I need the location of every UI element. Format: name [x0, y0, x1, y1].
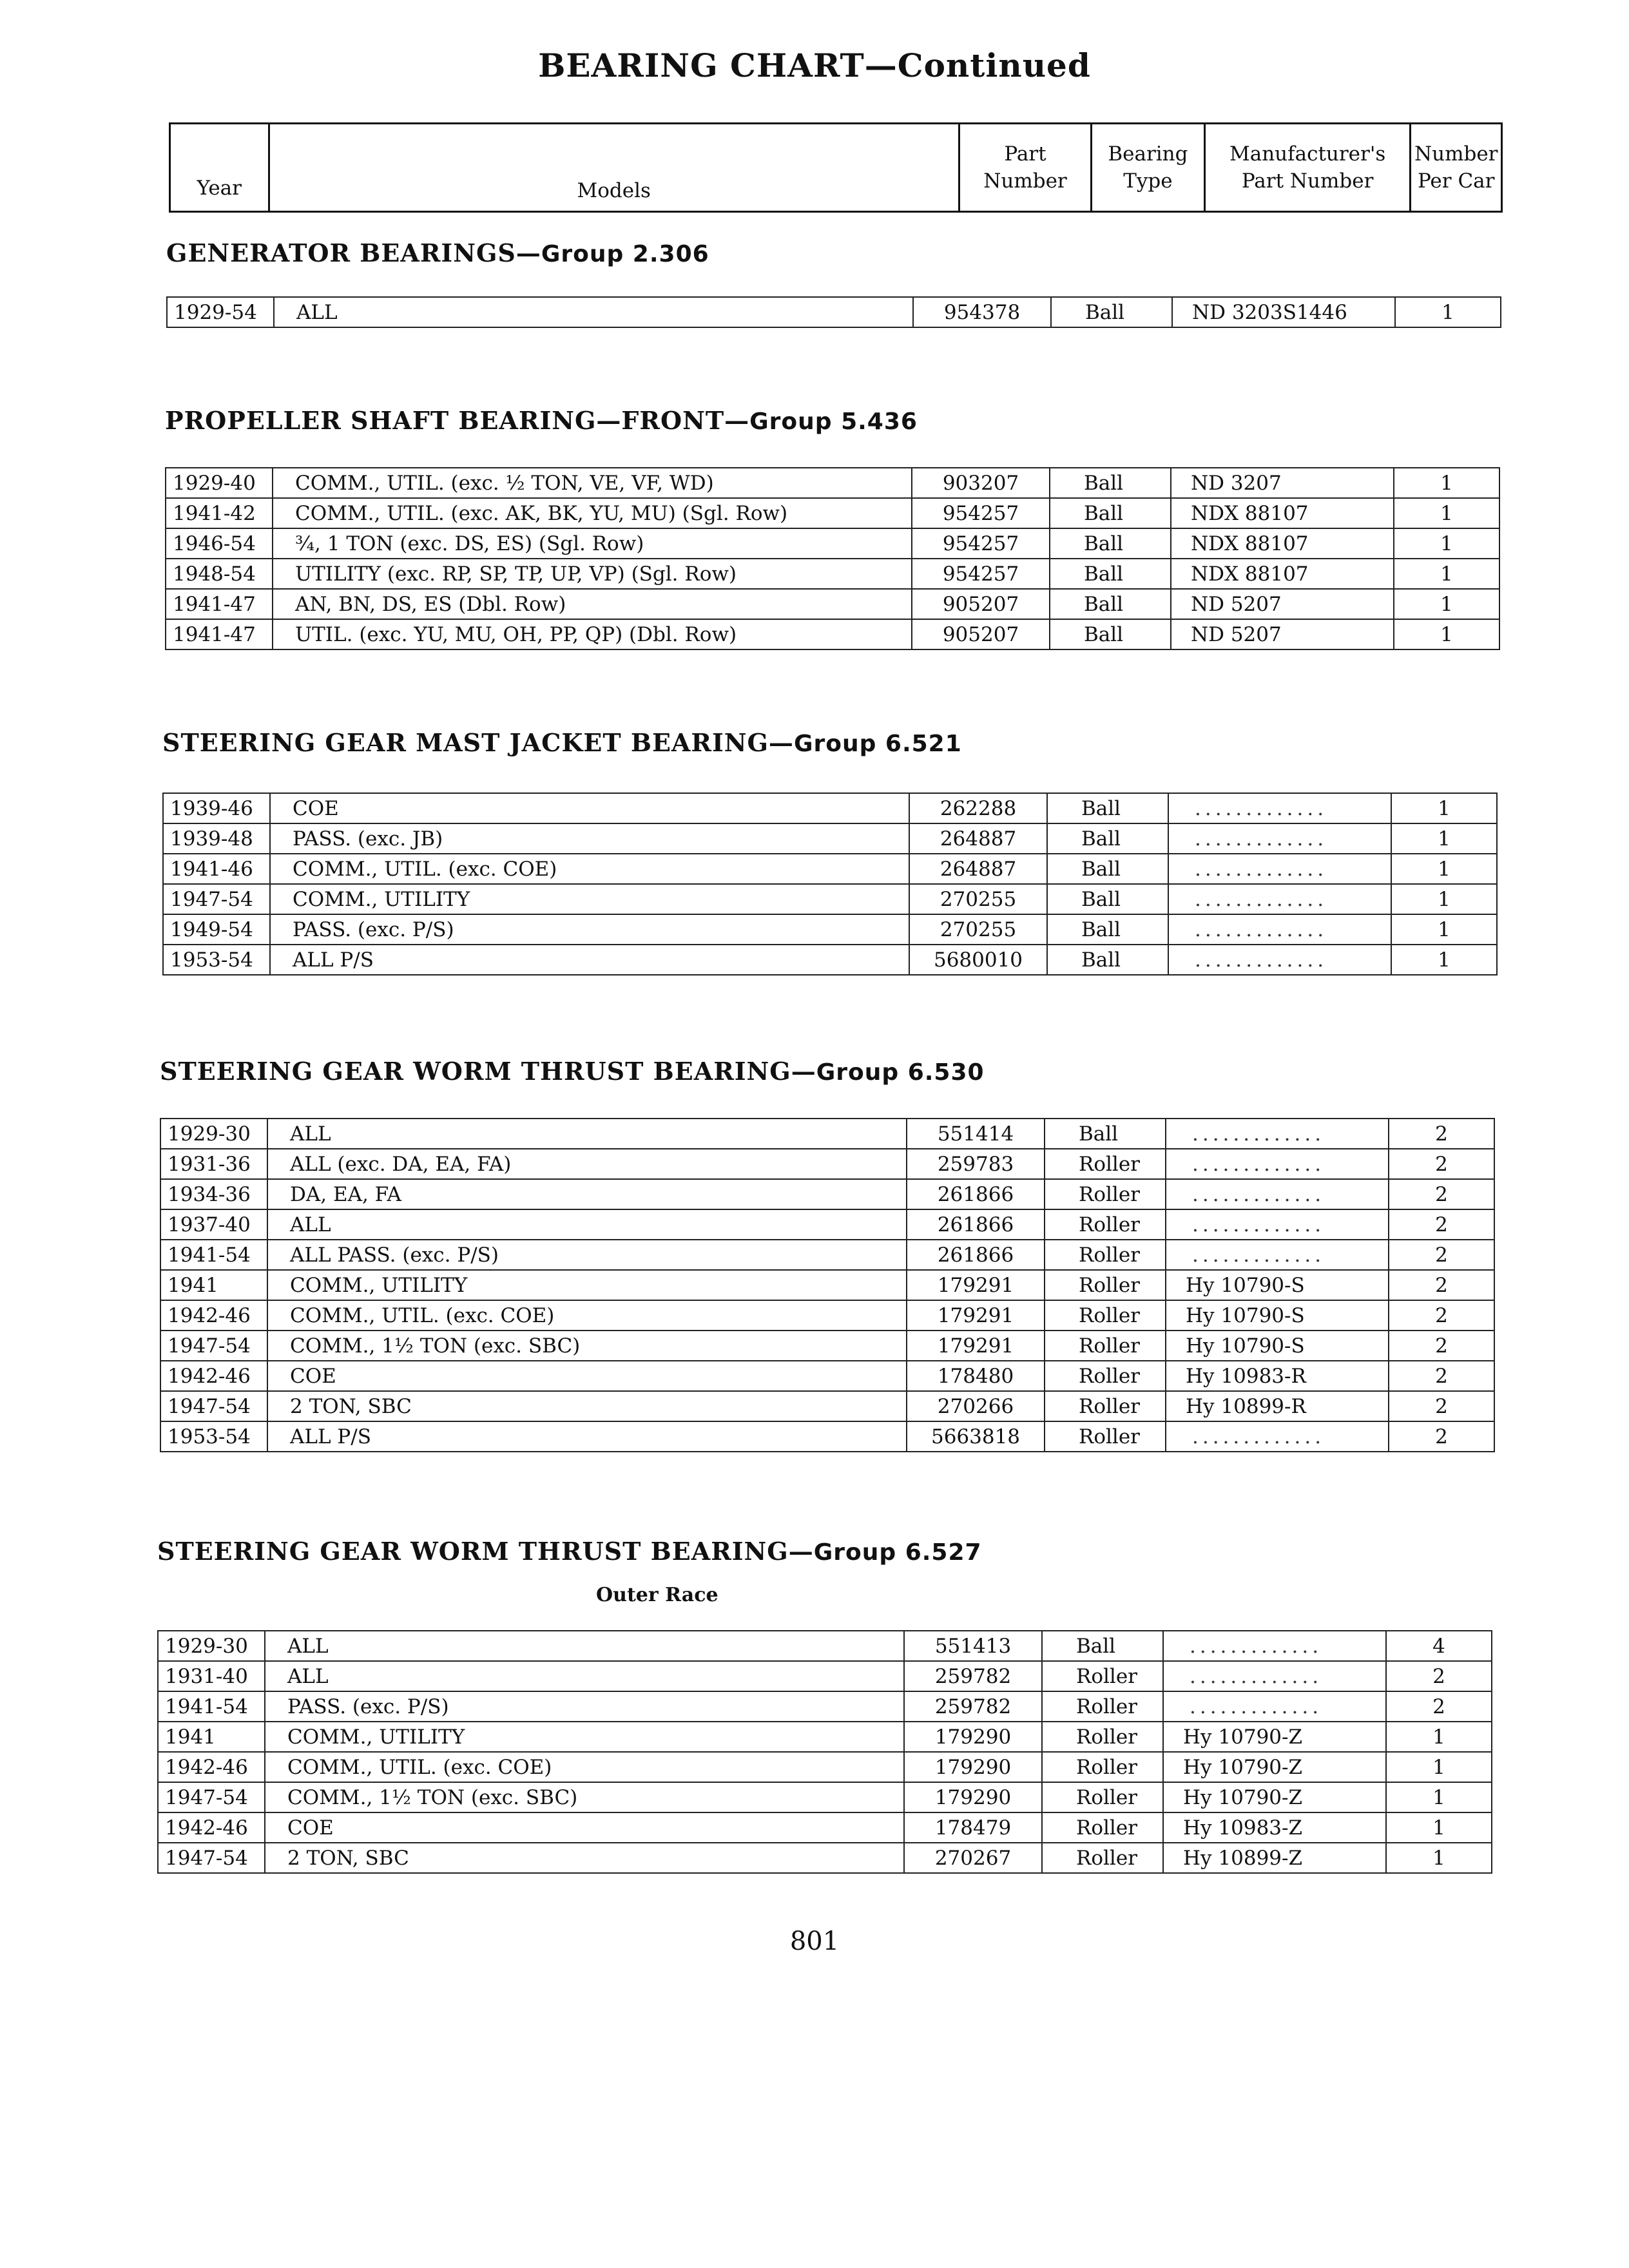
cell-models: PASS. (exc. P/S): [270, 914, 909, 945]
cell-part-number: 259782: [904, 1691, 1042, 1722]
cell-models: UTIL. (exc. YU, MU, OH, PP, QP) (Dbl. Row): [273, 619, 912, 649]
cell-part-number: 954257: [912, 528, 1050, 559]
cell-year: 1941-54: [158, 1691, 265, 1722]
cell-bearing-type: Roller: [1045, 1421, 1166, 1452]
table-row: [158, 1752, 1492, 1782]
cell-number-per-car: 2: [1389, 1149, 1494, 1179]
cell-bearing-type: Roller: [1045, 1179, 1166, 1209]
cell-year: 1942-46: [160, 1300, 267, 1331]
header-number-line1: Number: [1414, 142, 1498, 166]
cell-bearing-type: Roller: [1045, 1240, 1166, 1270]
cell-part-number: 179290: [904, 1722, 1042, 1752]
cell-bearing-type: Roller: [1042, 1812, 1163, 1843]
cell-part-number: 179291: [907, 1270, 1045, 1300]
section-title: [160, 1057, 985, 1086]
cell-mfr-part-number: Hy 10790-Z: [1163, 1752, 1386, 1782]
table-row: [158, 1782, 1492, 1812]
table-row: [160, 1270, 1494, 1300]
header-models: Models: [270, 124, 960, 211]
table-row: [158, 1631, 1492, 1661]
cell-number-per-car: 2: [1386, 1691, 1492, 1722]
cell-number-per-car: 2: [1386, 1661, 1492, 1691]
cell-number-per-car: 1: [1386, 1722, 1492, 1752]
page-number: 801: [789, 1927, 840, 1956]
cell-bearing-type: Roller: [1045, 1391, 1166, 1421]
cell-number-per-car: 2: [1389, 1270, 1494, 1300]
bearing-table: [157, 1630, 1492, 1874]
cell-models: COMM., UTIL. (exc. COE): [270, 854, 909, 884]
cell-number-per-car: 1: [1394, 589, 1499, 619]
cell-mfr-part-number: NDX 88107: [1171, 559, 1394, 589]
cell-mfr-part-number: Hy 10790-S: [1166, 1270, 1389, 1300]
cell-models: COMM., UTILITY: [267, 1270, 907, 1300]
cell-year: 1941-47: [166, 619, 273, 649]
section-title: [166, 238, 709, 267]
cell-mfr-part-number: .............: [1168, 945, 1391, 975]
header-part-number: [960, 124, 1092, 211]
cell-year: 1929-30: [158, 1631, 265, 1661]
cell-part-number: 259782: [904, 1661, 1042, 1691]
section-group: Group 6.521: [793, 731, 962, 757]
cell-year: 1953-54: [163, 945, 270, 975]
table-row: [160, 1119, 1494, 1149]
header-number-per-car: [1411, 124, 1501, 211]
cell-bearing-type: Ball: [1050, 528, 1171, 559]
table-row: [160, 1331, 1494, 1361]
table-row: [160, 1361, 1494, 1391]
table-row: [166, 559, 1499, 589]
table-row: [166, 619, 1499, 649]
cell-models: COMM., UTIL. (exc. ½ TON, VE, VF, WD): [273, 468, 912, 498]
cell-part-number: 270266: [907, 1391, 1045, 1421]
cell-mfr-part-number: .............: [1166, 1421, 1389, 1452]
cell-number-per-car: 1: [1386, 1752, 1492, 1782]
cell-bearing-type: Roller: [1042, 1722, 1163, 1752]
cell-year: 1942-46: [158, 1752, 265, 1782]
cell-mfr-part-number: Hy 10790-S: [1166, 1331, 1389, 1361]
cell-models: ¾, 1 TON (exc. DS, ES) (Sgl. Row): [273, 528, 912, 559]
cell-models: ALL: [267, 1209, 907, 1240]
cell-mfr-part-number: NDX 88107: [1171, 528, 1394, 559]
cell-number-per-car: 1: [1394, 528, 1499, 559]
bearing-table: [160, 1118, 1495, 1452]
cell-models: ALL: [265, 1661, 904, 1691]
cell-number-per-car: 2: [1389, 1209, 1494, 1240]
table-row: [163, 914, 1497, 945]
cell-number-per-car: 2: [1389, 1331, 1494, 1361]
cell-models: 2 TON, SBC: [267, 1391, 907, 1421]
cell-number-per-car: 2: [1389, 1391, 1494, 1421]
cell-number-per-car: 1: [1386, 1812, 1492, 1843]
table-row: [163, 793, 1497, 823]
cell-models: PASS. (exc. P/S): [265, 1691, 904, 1722]
cell-bearing-type: Ball: [1047, 793, 1168, 823]
cell-part-number: 179291: [907, 1331, 1045, 1361]
cell-part-number: 178480: [907, 1361, 1045, 1391]
cell-models: COE: [265, 1812, 904, 1843]
cell-part-number: 5680010: [909, 945, 1047, 975]
cell-models: DA, EA, FA: [267, 1179, 907, 1209]
cell-part-number: 261866: [907, 1209, 1045, 1240]
cell-year: 1947-54: [163, 884, 270, 914]
section-subtitle: Outer Race: [596, 1584, 718, 1606]
section-title: [165, 406, 918, 435]
cell-models: ALL: [265, 1631, 904, 1661]
section-name: STEERING GEAR MAST JACKET BEARING—: [162, 728, 794, 757]
cell-year: 1941: [160, 1270, 267, 1300]
cell-bearing-type: Ball: [1050, 559, 1171, 589]
cell-mfr-part-number: Hy 10983-R: [1166, 1361, 1389, 1391]
cell-year: 1947-54: [160, 1391, 267, 1421]
cell-number-per-car: 1: [1394, 498, 1499, 528]
section-group: Group 5.436: [749, 408, 918, 435]
cell-part-number: 270255: [909, 884, 1047, 914]
cell-number-per-car: 2: [1389, 1119, 1494, 1149]
cell-number-per-car: 4: [1386, 1631, 1492, 1661]
cell-bearing-type: Roller: [1045, 1361, 1166, 1391]
cell-bearing-type: Ball: [1047, 854, 1168, 884]
cell-mfr-part-number: ND 5207: [1171, 619, 1394, 649]
cell-year: 1942-46: [160, 1361, 267, 1391]
cell-number-per-car: 2: [1389, 1361, 1494, 1391]
cell-part-number: 179290: [904, 1782, 1042, 1812]
cell-part-number: 954378: [913, 297, 1051, 327]
section-title: [157, 1537, 982, 1566]
table-row: [158, 1722, 1492, 1752]
table-row: [163, 945, 1497, 975]
cell-bearing-type: Roller: [1042, 1691, 1163, 1722]
cell-bearing-type: Ball: [1051, 297, 1172, 327]
table-row: [166, 589, 1499, 619]
table-row: [160, 1149, 1494, 1179]
table-row: [160, 1421, 1494, 1452]
cell-part-number: 264887: [909, 823, 1047, 854]
cell-number-per-car: 2: [1389, 1179, 1494, 1209]
cell-models: ALL P/S: [267, 1421, 907, 1452]
header-bearing-type: [1092, 124, 1206, 211]
table-row: [166, 498, 1499, 528]
cell-mfr-part-number: .............: [1163, 1691, 1386, 1722]
cell-bearing-type: Ball: [1050, 589, 1171, 619]
section-name: STEERING GEAR WORM THRUST BEARING—: [157, 1537, 814, 1566]
cell-bearing-type: Ball: [1047, 945, 1168, 975]
cell-bearing-type: Roller: [1042, 1843, 1163, 1873]
cell-models: COMM., UTIL. (exc. COE): [267, 1300, 907, 1331]
table-row: [167, 297, 1501, 327]
cell-year: 1941-42: [166, 498, 273, 528]
cell-bearing-type: Roller: [1045, 1300, 1166, 1331]
bearing-table: [165, 467, 1500, 650]
cell-mfr-part-number: Hy 10790-Z: [1163, 1722, 1386, 1752]
cell-part-number: 5663818: [907, 1421, 1045, 1452]
cell-year: 1931-36: [160, 1149, 267, 1179]
cell-part-number: 954257: [912, 498, 1050, 528]
header-part-number-line2: Number: [983, 169, 1067, 193]
cell-year: 1941-46: [163, 854, 270, 884]
cell-bearing-type: Roller: [1042, 1752, 1163, 1782]
cell-bearing-type: Roller: [1042, 1661, 1163, 1691]
table-row: [163, 823, 1497, 854]
cell-number-per-car: 2: [1389, 1421, 1494, 1452]
cell-number-per-car: 1: [1391, 884, 1497, 914]
section-group: Group 6.530: [816, 1059, 985, 1086]
cell-number-per-car: 1: [1394, 559, 1499, 589]
cell-mfr-part-number: .............: [1168, 914, 1391, 945]
cell-part-number: 270267: [904, 1843, 1042, 1873]
section-name: GENERATOR BEARINGS—: [166, 238, 541, 267]
cell-models: COMM., UTILITY: [265, 1722, 904, 1752]
cell-part-number: 551413: [904, 1631, 1042, 1661]
table-row: [160, 1300, 1494, 1331]
cell-models: COMM., 1½ TON (exc. SBC): [267, 1331, 907, 1361]
cell-year: 1941-54: [160, 1240, 267, 1270]
section-name: PROPELLER SHAFT BEARING—FRONT—: [165, 406, 750, 435]
cell-year: 1948-54: [166, 559, 273, 589]
cell-part-number: 954257: [912, 559, 1050, 589]
cell-models: AN, BN, DS, ES (Dbl. Row): [273, 589, 912, 619]
cell-bearing-type: Roller: [1045, 1149, 1166, 1179]
cell-mfr-part-number: .............: [1168, 823, 1391, 854]
section-title: [162, 728, 962, 757]
cell-mfr-part-number: NDX 88107: [1171, 498, 1394, 528]
cell-models: COMM., 1½ TON (exc. SBC): [265, 1782, 904, 1812]
cell-year: 1942-46: [158, 1812, 265, 1843]
header-mfr-part-number: [1206, 124, 1412, 211]
cell-year: 1947-54: [158, 1782, 265, 1812]
cell-part-number: 905207: [912, 589, 1050, 619]
cell-bearing-type: Roller: [1045, 1270, 1166, 1300]
cell-mfr-part-number: Hy 10899-Z: [1163, 1843, 1386, 1873]
cell-mfr-part-number: Hy 10983-Z: [1163, 1812, 1386, 1843]
cell-bearing-type: Ball: [1050, 619, 1171, 649]
cell-year: 1929-30: [160, 1119, 267, 1149]
header-year: Year: [171, 124, 270, 211]
bearing-table: [162, 793, 1498, 975]
cell-year: 1939-46: [163, 793, 270, 823]
cell-mfr-part-number: .............: [1163, 1631, 1386, 1661]
table-row: [163, 884, 1497, 914]
cell-number-per-car: 1: [1395, 297, 1501, 327]
cell-mfr-part-number: .............: [1163, 1661, 1386, 1691]
cell-year: 1941: [158, 1722, 265, 1752]
cell-models: ALL P/S: [270, 945, 909, 975]
header-bearing-type-line2: Type: [1123, 169, 1173, 193]
cell-mfr-part-number: .............: [1166, 1240, 1389, 1270]
cell-part-number: 178479: [904, 1812, 1042, 1843]
cell-models: ALL: [267, 1119, 907, 1149]
cell-part-number: 903207: [912, 468, 1050, 498]
cell-models: 2 TON, SBC: [265, 1843, 904, 1873]
page-title: BEARING CHART—Continued: [538, 46, 1091, 84]
section-group: Group 2.306: [541, 241, 709, 267]
cell-year: 1953-54: [160, 1421, 267, 1452]
cell-models: PASS. (exc. JB): [270, 823, 909, 854]
cell-part-number: 259783: [907, 1149, 1045, 1179]
cell-number-per-car: 1: [1394, 468, 1499, 498]
cell-year: 1939-48: [163, 823, 270, 854]
cell-models: ALL (exc. DA, EA, FA): [267, 1149, 907, 1179]
cell-mfr-part-number: ND 3203S1446: [1172, 297, 1395, 327]
cell-year: 1934-36: [160, 1179, 267, 1209]
table-row: [158, 1691, 1492, 1722]
table-row: [160, 1391, 1494, 1421]
cell-number-per-car: 1: [1391, 914, 1497, 945]
cell-year: 1949-54: [163, 914, 270, 945]
cell-bearing-type: Ball: [1042, 1631, 1163, 1661]
cell-year: 1931-40: [158, 1661, 265, 1691]
table-row: [158, 1661, 1492, 1691]
cell-part-number: 905207: [912, 619, 1050, 649]
cell-number-per-car: 1: [1386, 1782, 1492, 1812]
cell-mfr-part-number: ND 5207: [1171, 589, 1394, 619]
cell-number-per-car: 2: [1389, 1240, 1494, 1270]
cell-models: COMM., UTIL. (exc. COE): [265, 1752, 904, 1782]
header-bearing-type-line1: Bearing: [1108, 142, 1188, 166]
cell-mfr-part-number: .............: [1168, 884, 1391, 914]
cell-bearing-type: Ball: [1047, 884, 1168, 914]
cell-mfr-part-number: .............: [1166, 1179, 1389, 1209]
cell-part-number: 261866: [907, 1179, 1045, 1209]
cell-mfr-part-number: Hy 10790-S: [1166, 1300, 1389, 1331]
cell-bearing-type: Ball: [1047, 823, 1168, 854]
cell-year: 1947-54: [160, 1331, 267, 1361]
cell-mfr-part-number: .............: [1168, 793, 1391, 823]
table-row: [160, 1179, 1494, 1209]
header-number-line2: Per Car: [1417, 169, 1495, 193]
cell-bearing-type: Roller: [1045, 1209, 1166, 1240]
cell-bearing-type: Roller: [1042, 1782, 1163, 1812]
cell-mfr-part-number: .............: [1166, 1119, 1389, 1149]
cell-year: 1929-54: [167, 297, 274, 327]
section-group: Group 6.527: [813, 1539, 982, 1566]
cell-part-number: 270255: [909, 914, 1047, 945]
table-row: [163, 854, 1497, 884]
cell-year: 1941-47: [166, 589, 273, 619]
cell-part-number: 551414: [907, 1119, 1045, 1149]
table-row: [166, 528, 1499, 559]
cell-bearing-type: Ball: [1047, 914, 1168, 945]
table-row: [158, 1812, 1492, 1843]
cell-models: COMM., UTIL. (exc. AK, BK, YU, MU) (Sgl. Row): [273, 498, 912, 528]
header-part-number-line1: Part: [1004, 142, 1046, 166]
column-header-table: [169, 122, 1503, 213]
table-row: [160, 1240, 1494, 1270]
header-mfr-line1: Manufacturer's: [1229, 142, 1386, 166]
cell-part-number: 179291: [907, 1300, 1045, 1331]
cell-mfr-part-number: .............: [1166, 1209, 1389, 1240]
header-mfr-line2: Part Number: [1241, 169, 1374, 193]
section-name: STEERING GEAR WORM THRUST BEARING—: [160, 1057, 816, 1086]
cell-number-per-car: 1: [1386, 1843, 1492, 1873]
cell-year: 1946-54: [166, 528, 273, 559]
bearing-table: [166, 296, 1501, 328]
cell-number-per-car: 1: [1394, 619, 1499, 649]
cell-models: COE: [270, 793, 909, 823]
cell-number-per-car: 1: [1391, 945, 1497, 975]
cell-number-per-car: 1: [1391, 793, 1497, 823]
cell-bearing-type: Ball: [1045, 1119, 1166, 1149]
cell-mfr-part-number: .............: [1168, 854, 1391, 884]
cell-mfr-part-number: ND 3207: [1171, 468, 1394, 498]
cell-models: COMM., UTILITY: [270, 884, 909, 914]
cell-part-number: 179290: [904, 1752, 1042, 1782]
cell-models: ALL PASS. (exc. P/S): [267, 1240, 907, 1270]
cell-mfr-part-number: Hy 10899-R: [1166, 1391, 1389, 1421]
cell-number-per-car: 2: [1389, 1300, 1494, 1331]
cell-models: UTILITY (exc. RP, SP, TP, UP, VP) (Sgl. Row): [273, 559, 912, 589]
cell-bearing-type: Roller: [1045, 1331, 1166, 1361]
table-row: [160, 1209, 1494, 1240]
cell-part-number: 264887: [909, 854, 1047, 884]
cell-number-per-car: 1: [1391, 854, 1497, 884]
cell-year: 1929-40: [166, 468, 273, 498]
cell-part-number: 262288: [909, 793, 1047, 823]
cell-models: COE: [267, 1361, 907, 1391]
cell-bearing-type: Ball: [1050, 498, 1171, 528]
cell-year: 1947-54: [158, 1843, 265, 1873]
cell-bearing-type: Ball: [1050, 468, 1171, 498]
table-row: [166, 468, 1499, 498]
cell-year: 1937-40: [160, 1209, 267, 1240]
cell-number-per-car: 1: [1391, 823, 1497, 854]
cell-mfr-part-number: .............: [1166, 1149, 1389, 1179]
cell-mfr-part-number: Hy 10790-Z: [1163, 1782, 1386, 1812]
cell-models: ALL: [274, 297, 913, 327]
table-row: [158, 1843, 1492, 1873]
cell-part-number: 261866: [907, 1240, 1045, 1270]
